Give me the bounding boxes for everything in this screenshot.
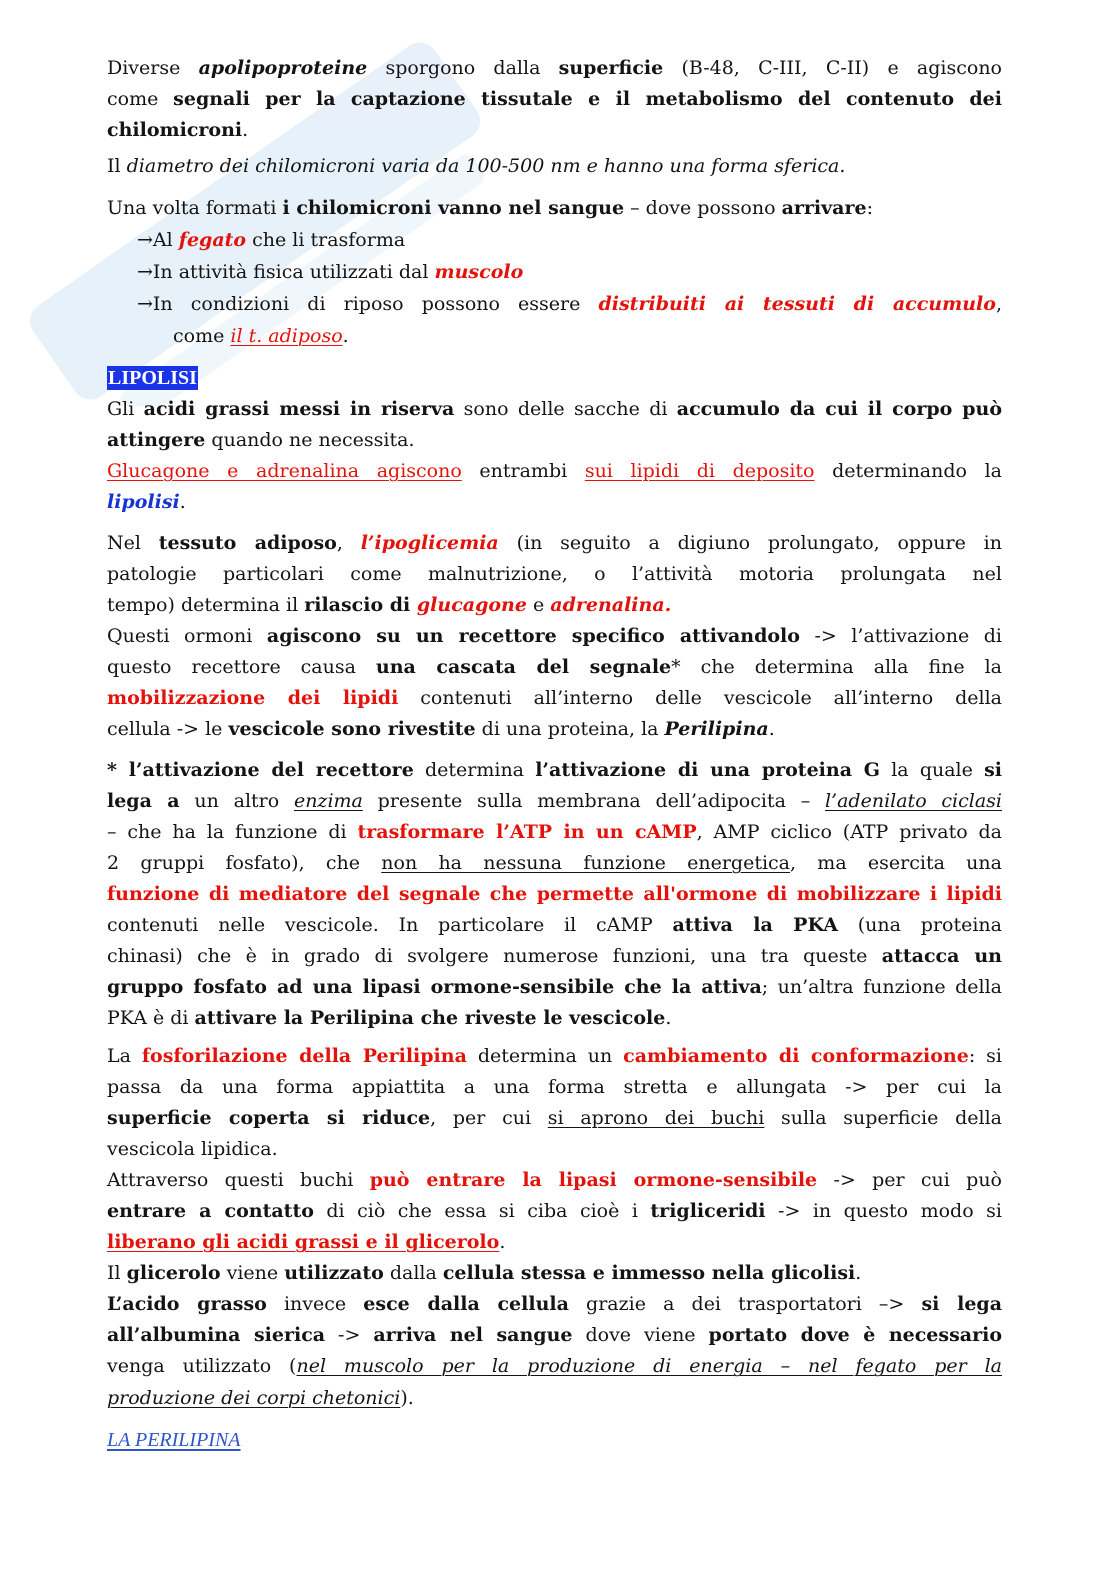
text-run: glicerolo [126,1262,221,1285]
text-run: di ciò che essa si ciba cioè i [313,1199,651,1222]
text-run: il t. adiposo [230,325,343,347]
text-run: contenuti nelle vescicole. In particolare il cAMP [107,913,673,936]
text-run: Diverse [107,56,199,79]
text-run: passa da una forma appiattita a una forma stretta e allungata -> per cui la [107,1075,1002,1098]
text-run: arriva nel sangue [373,1324,573,1347]
text-line [107,755,1002,786]
text-run: l’ipoglicemia [360,531,499,554]
text-line [107,1072,1002,1103]
text-line [107,84,1002,115]
text-run: sui lipidi di deposito [584,459,815,482]
text-line [107,1351,1002,1382]
text-run: i chilomicroni vanno nel sangue [282,197,625,219]
text-run: determina un [466,1044,624,1067]
text-run: , [336,531,361,554]
text-line [107,879,1002,910]
text-line [107,528,1002,559]
text-run: superficie coperta si riduce [107,1106,431,1129]
text-run: enzima [293,789,363,812]
list-item [107,256,1002,288]
text-run: tempo) determina il [107,593,305,616]
paragraph-adipose-tissue [107,528,1002,746]
text-run: accumulo da cui il corpo può [676,397,1002,420]
text-run: cellula -> le [107,718,229,741]
text-run: 2 gruppi fosfato), che [107,851,382,874]
text-run: ; un’altra funzione della [761,976,1002,999]
text-run: rilascio di [304,593,417,616]
text-run: vescicole sono rivestite [228,718,476,741]
text-line [107,1258,1002,1289]
paragraph-perilipin-phosphorylation [107,1041,1002,1414]
text-run: →In condizioni di riposo possono essere [137,293,599,315]
text-run: (una proteina [837,913,1002,936]
text-run: si lega [921,1293,1003,1316]
text-run: sono delle sacche di [454,397,677,420]
text-run: Attraverso questi buchi [107,1168,370,1191]
text-run: – che ha la funzione di [107,820,358,843]
text-run: produzione dei corpi chetonici [107,1386,401,1409]
text-run: →Al [137,229,179,251]
text-line [107,714,1002,745]
text-run: distribuiti ai tessuti di accumulo [598,293,996,315]
text-run: chinasi) che è in grado di svolgere numerose funzioni, una tra queste [107,945,882,968]
text-run: PKA è di [107,1007,195,1030]
text-run: muscolo [434,261,524,283]
text-run: come [107,87,174,110]
text-run: : [866,197,873,219]
text-line [107,1289,1002,1320]
text-run: attiva la PKA [672,913,838,936]
text-run: . [179,490,186,513]
text-line [107,848,1002,879]
text-run: che li trasforma [246,229,406,251]
text-run: adrenalina. [550,593,672,616]
text-run: e [526,593,551,616]
text-run: – dove possono [624,197,782,219]
text-run: esce dalla cellula [363,1293,569,1316]
text-line [107,941,1002,972]
text-run: una cascata del segnale [375,655,672,678]
text-run: la quale [880,758,985,781]
text-run: un altro [179,789,294,812]
text-line [107,1041,1002,1072]
paragraph-receptor-activation [107,755,1002,1035]
text-run: Il [107,1262,127,1285]
text-run: -> [325,1324,374,1347]
text-run: grazie a dei trasportatori –> [568,1293,922,1316]
text-line [107,192,1002,224]
text-run: -> per cui può [817,1168,1002,1191]
text-line [107,817,1002,848]
text-line [107,683,1002,714]
text-run: patologie particolari come malnutrizione, o l’attività motoria prolungata nel [107,562,1002,585]
text-run: -> in questo modo si [765,1199,1002,1222]
text-line [107,425,1002,456]
paragraph-destinations-list [107,192,1002,352]
text-run: attivare la Perilipina che riveste le vescicole [194,1007,666,1030]
text-line [107,1383,1002,1414]
paragraph-apolipoproteins [107,53,1002,146]
text-line [107,972,1002,1003]
text-run: invece [266,1293,364,1316]
text-line [107,1320,1002,1351]
text-run: all’albumina sierica [107,1324,326,1347]
text-run: fosforilazione della Perilipina [141,1044,467,1067]
text-run: nel muscolo per la produzione di energia – nel fegato per la [296,1355,1002,1378]
text-run: determina [413,758,536,781]
text-line [107,786,1002,817]
text-run: questo recettore causa [107,655,376,678]
text-line [107,1227,1002,1258]
text-run: funzione di mediatore del segnale che permette all'ormone di mobilizzare i lipidi [107,882,1002,905]
text-run: cellula stessa e immesso nella glicolisi [442,1262,856,1285]
text-run: cambiamento di conformazione [623,1044,969,1067]
text-line [107,1103,1002,1134]
text-run: non ha nessuna funzione energetica [381,851,790,874]
text-run: agiscono su un recettore specifico attivandolo [266,624,800,647]
text-run: come [173,325,231,347]
text-run: Nel [107,531,159,554]
text-run: dove viene [572,1324,709,1347]
text-run: apolipoproteine [198,56,368,79]
text-run: tessuto adiposo [158,531,337,554]
text-run: venga utilizzato ( [107,1355,297,1378]
text-line [107,53,1002,84]
text-run: gruppo fosfato ad una lipasi ormone-sensibile che la attiva [107,976,762,999]
text-run: (B-48, C-III, C-II) e agiscono [663,56,1002,79]
text-run: . [665,1007,672,1030]
text-run: . [242,118,249,141]
text-run: * l’attivazione del recettore [107,758,414,781]
text-line [107,320,1002,352]
text-run: sporgono dalla [367,56,559,79]
text-line [107,652,1002,683]
text-run: l’adenilato ciclasi [824,789,1002,812]
text-run: di una proteina, la [475,718,665,741]
text-line [107,456,1002,487]
text-run: . [342,325,349,347]
text-run: →In attività fisica utilizzati dal [137,261,435,283]
text-line [107,910,1002,941]
text-run: chilomicroni [107,118,243,141]
text-run: entrare a contatto [107,1199,314,1222]
text-run: può entrare la lipasi ormone-sensibile [369,1168,818,1191]
perilipina-link[interactable]: LA PERILIPINA [107,1429,241,1451]
text-run: presente sulla membrana dell’adipocita – [362,789,825,812]
text-run: ). [400,1386,414,1409]
text-line [107,590,1002,621]
text-run: superficie [558,56,664,79]
text-run: Questi ormoni [107,624,267,647]
text-run: l’attivazione di una proteina G [535,758,881,781]
text-run: acidi grassi messi in riserva [143,397,455,420]
text-run: determinando la [814,459,1002,482]
text-run: Gli [107,397,144,420]
text-run: glucagone [416,593,527,616]
text-run: . [855,1262,862,1285]
text-run: diametro dei chilomicroni varia da 100-500 nm e hanno una forma sferica. [126,154,846,177]
text-run: . [768,718,775,741]
text-line [107,1196,1002,1227]
text-line [107,1134,1002,1165]
text-run: attacca un [881,945,1002,968]
text-run: contenuti all’interno delle vescicole all’interno della [398,686,1002,709]
list-item [107,288,1002,320]
text-line [107,1003,1002,1034]
text-run: entrambi [461,459,585,482]
paragraph-fatty-acid-reserve [107,394,1002,518]
text-run: . [499,1231,506,1254]
text-run: Glucagone e adrenalina agiscono [107,459,462,482]
text-line [107,621,1002,652]
text-run: : si [968,1044,1002,1067]
text-run: L’acido grasso [107,1293,267,1316]
text-run: utilizzato [284,1262,384,1285]
section-heading: LIPOLISI [108,367,197,389]
text-run: fegato [178,229,247,251]
text-run: sulla superficie della [764,1106,1002,1129]
text-run: -> l’attivazione di [799,624,1002,647]
text-run: * che determina alla fine la [671,655,1003,678]
text-run: si [984,758,1002,781]
paragraph-diameter [107,151,1002,182]
text-line [107,559,1002,590]
text-run: , [995,293,1002,315]
text-line [107,151,1002,182]
text-line [107,1165,1002,1196]
text-run: attingere [107,428,206,451]
text-run: dalla [383,1262,443,1285]
text-run: segnali per la captazione tissutale e il metabolismo del contenuto dei [173,87,1002,110]
text-run: (in seguito a digiuno prolungato, oppure in [498,531,1002,554]
text-line [107,115,1002,146]
text-run: quando ne necessita. [205,428,415,451]
text-run: , ma esercita una [790,851,1002,874]
text-run: , AMP ciclico (ATP privato da [696,820,1002,843]
text-run: trasformare l’ATP in un cAMP [357,820,697,843]
text-run: , per cui [430,1106,548,1129]
text-run: Il [107,154,127,177]
text-line [107,487,1002,518]
text-run: vescicola lipidica. [107,1137,278,1160]
text-run: trigliceridi [650,1199,766,1222]
text-run: Perilipina [664,718,769,741]
text-line [107,394,1002,425]
text-run: lipolisi [107,490,180,513]
text-run: viene [220,1262,285,1285]
text-run: portato dove è necessario [708,1324,1003,1347]
text-run: La [107,1044,142,1067]
section-heading-block [107,366,198,390]
list-item [107,224,1002,256]
text-run: lega a [107,789,180,812]
text-run: liberano gli acidi grassi e il glicerolo [107,1231,500,1254]
text-run: arrivare [781,197,867,219]
text-run: mobilizzazione dei lipidi [107,686,399,709]
text-run: Una volta formati [107,197,283,219]
text-run: si aprono dei buchi [547,1106,765,1129]
